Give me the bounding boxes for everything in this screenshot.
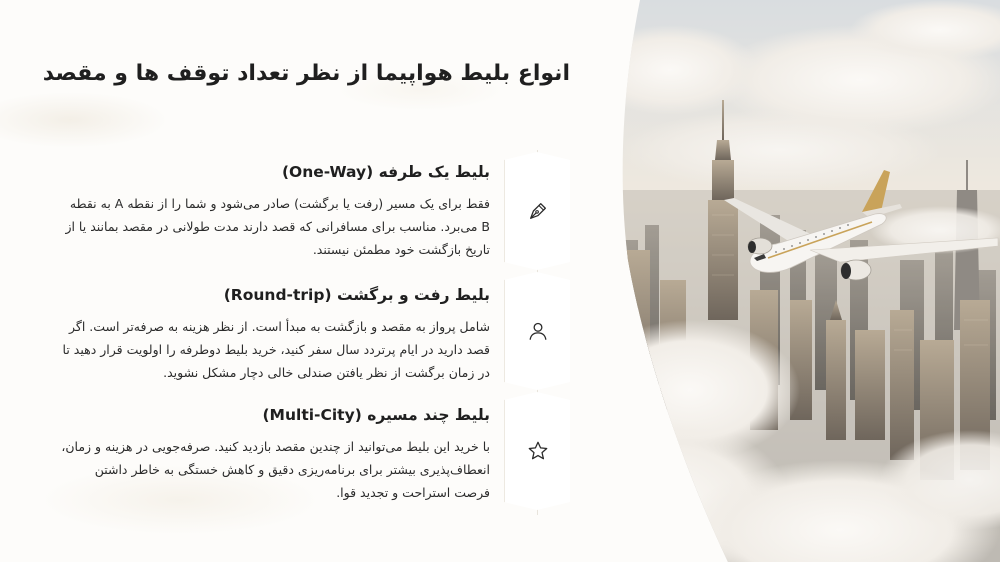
icon-card-multi-city xyxy=(504,392,572,510)
star-icon xyxy=(527,440,549,462)
item-heading xyxy=(58,283,490,307)
pen-nib-icon xyxy=(527,200,549,222)
icon-card-one-way xyxy=(504,152,572,270)
icon-card-round-trip xyxy=(504,272,572,390)
item-heading-en: (Multi-City) xyxy=(262,406,362,424)
item-one-way xyxy=(58,160,490,261)
user-icon xyxy=(527,320,549,342)
item-heading-fa: بلیط چند مسیره xyxy=(367,406,490,424)
item-description: با خرید این بلیط می‌توانید از چندین مقصد بازدید کنید. صرفه‌جویی در هزینه و زمان، انعطاف‌پذیری بیشتر برای برنامه‌ریزی دقیق و کاهش خستگی به خاطر داشتن فرصت استراحت و تجدید قوا. xyxy=(61,439,490,500)
slide-title: انواع بلیط هواپیما از نظر تعداد توقف ها و مقصد xyxy=(42,61,570,86)
item-heading-en: (One-Way) xyxy=(281,163,374,181)
item-description: شامل پرواز به مقصد و بازگشت به مبدأ است. از نظر هزینه به صرفه‌تر است. اگر قصد دارید در ایام پرتردد سال سفر کنید، خرید بلیط دوطرفه را اولویت قرار دهید تا در زمان برگشت از نظر یافتن صندلی خالی دچار مشکل نشوید. xyxy=(62,319,490,380)
item-heading-en: (Round-trip) xyxy=(223,286,332,304)
item-multi-city xyxy=(58,403,490,504)
item-heading xyxy=(58,160,490,184)
item-description: فقط برای یک مسیر (رفت یا برگشت) صادر می‌شود و شما را از نقطه A به نقطه B می‌برد. مناسب برای مسافرانی که قصد دارند مدت طولانی در مقصد بمانند یا از تاریخ بازگشت خود مطمئن نیستند. xyxy=(65,196,490,257)
item-heading-fa: بلیط رفت و برگشت xyxy=(336,286,490,304)
item-round-trip xyxy=(58,283,490,384)
item-heading-fa: بلیط یک طرفه xyxy=(378,163,490,181)
item-heading xyxy=(58,403,490,427)
